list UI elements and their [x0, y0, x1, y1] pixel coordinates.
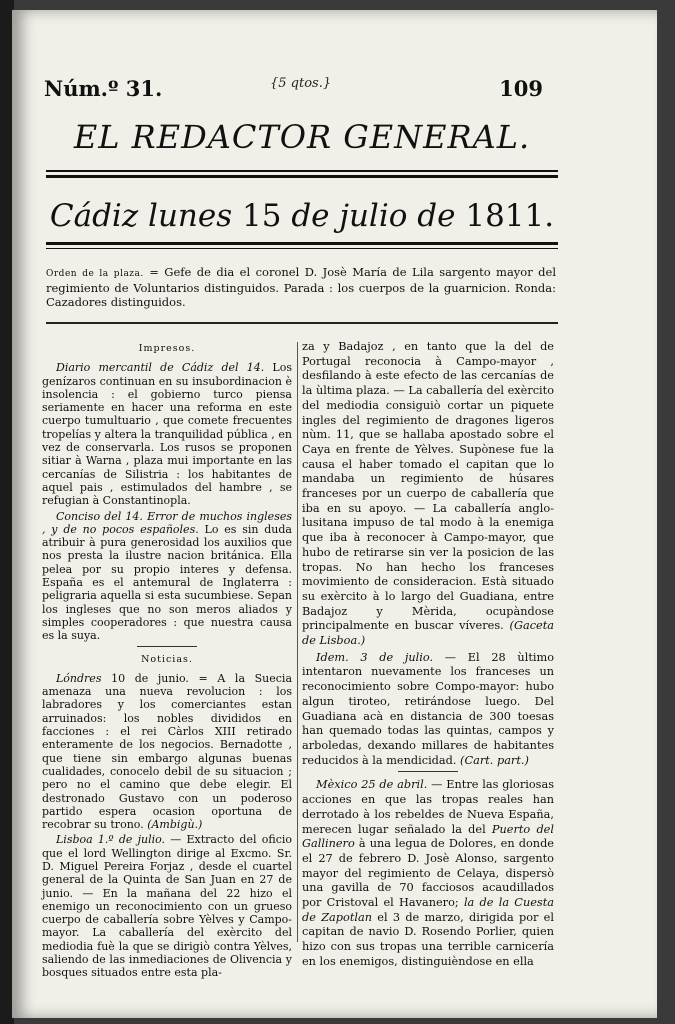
londres-date: 10 de junio. [101, 671, 189, 685]
londres-source: (Ambigù.) [143, 818, 203, 832]
title-rule-thick [46, 175, 558, 178]
dateline-month: de julio de [291, 198, 456, 234]
issue-number: Núm.º 31. [44, 76, 163, 101]
diario-text: Los genízaros continuan en su insubordinacion è insolencia : el gobierno turco piensa seriamente en hacer una reforma en este cuerpo tumultuario , que comete frecuentes tropelías y altera la tranquilidad pública , en vez de conservarla. Los rusos se proponen sitiar à Warna , plaza mui importante en las cercanías de Silistria : los habitantes de aquel pais , estimulados del hambre , se refugian à Constantinopla. [42, 361, 292, 508]
mexico-text-3: el 3 de marzo, dirigida por el capitan de navio D. Rosendo Porlier, quien hizo con sus tropas una terrible carnicería en los enemigos, distinguièndose en ella [302, 910, 554, 968]
mexico-place-2: Puerto del Gallinero [302, 822, 554, 851]
impresos-heading: Impresos. [138, 343, 196, 354]
orden-text: = Gefe de dia el coronel D. Josè María de Lila sargento mayor del regimiento de Voluntarios distinguidos. Parada : los cuerpos de la guarnicion. Ronda: Cazadores distinguidos. [46, 265, 557, 309]
section-rule [46, 322, 558, 324]
idem-text: — El 28 ùltimo intentaron nuevamente los franceses un reconocimiento sobre Compo-mayor: hubo algun tiroteo, retirándose luego. Del Guadiana acà en distancia de 300 toesas han quemado todas las quintas, campos y arboledas, dexando millares de habitantes reducidos à la mendicidad. [302, 650, 554, 767]
dateline-place-day: Cádiz lunes [49, 198, 233, 234]
right-column [302, 340, 554, 972]
orden-de-la-plaza [46, 265, 556, 309]
mexico-place-3: la de la Cuesta de Zapotlan [302, 896, 554, 924]
diario-source: Diario mercantil de Cádiz del 14. [56, 361, 265, 375]
newspaper-page [12, 10, 657, 1018]
dateline-year: 1811. [465, 198, 555, 234]
page-number: 109 [499, 76, 543, 101]
conciso-text: Lo es sin duda atribuir à pura generosidad los auxilios que nos presta la ilustre nacion británica. Ella pelea por su propio interes y defensa. España es el antemural de Inglaterra : peligraria aquella si esta sucumbiese. Sepan los ingleses que no son meros aliados y simples cooperadores : que nuestra causa es la suya. [42, 522, 292, 643]
lisboa-continued-text: za y Badajoz , en tanto que la del de Portugal reconocia à Campo-mayor , desfilando à este efecto de las cercanías de la ùltima plaza. — La caballería del exèrcito del mediodia consiguiò cortar un piquete ingles del regimiento de dragones ligeros nùm. 11, que se hallaba apostado sobre el Caya en frente de Yèlves. Supònese fue la causa el haber tomado el capitan que lo mandaba un regimiento de húsares franceses por un cuerpo de caballería que iba en su apoyo. — La caballería anglo-lusitana impuso de tal modo à la enemiga que iba à reconocer à Campo-mayor, que hubo de retirarse sin ver la posicion de las tropas. No han hecho los franceses movimiento de consideracion. Està situado su exèrcito à lo largo del Guadiana, entre Badajoz y Mèrida, ocupàndose principalmente en buscar víveres. [302, 340, 555, 633]
dateline [48, 198, 556, 234]
issue-price: {5 qtos.} [270, 76, 332, 91]
conciso-source: Conciso del 14. Error de muchos ingleses , y de no pocos españoles. [42, 509, 292, 536]
londres-place: Lóndres [56, 671, 102, 685]
idem-place: Idem. 3 de julio. [316, 650, 434, 664]
idem-source: (Cart. part.) [456, 753, 529, 767]
title-rule-thin [46, 170, 558, 172]
orden-label: Orden de la plaza. [46, 269, 144, 279]
column-separator [297, 342, 298, 942]
newspaper-title: EL REDACTOR GENERAL. [73, 118, 531, 156]
lisboa-paragraph [42, 833, 292, 979]
dateline-day: 15 [242, 198, 282, 234]
dateline-rule-thin [46, 248, 558, 249]
mexico-paragraph [302, 778, 554, 969]
mexico-text-2: à una legua de Dolores, en donde el 27 de febrero D. Josè Alonso, sargento mayor del regimiento de Celaya, dispersò una gavilla de 70 facciosos acaudillados por Cristoval el Havanero; [302, 837, 554, 910]
londres-paragraph [42, 672, 292, 832]
divider [137, 646, 197, 647]
lisboa-place: Lisboa 1.º de julio. [56, 833, 166, 847]
lisboa-continued-paragraph [302, 340, 554, 649]
lisboa-source: (Gaceta de Lisboa.) [302, 619, 554, 648]
lisboa-text: — Extracto del oficio que el lord Wellington dirige al Excmo. Sr. D. Miguel Pereira Forjaz , desde el cuartel general de la Quinta de San Juan en 27 de junio. — En la mañana del 22 hizo el enemigo un reconocimiento con un grueso cuerpo de caballería sobre Yèlves y Campo-mayor. La caballería del exèrcito del mediodia fuè la que se dirigiò contra Yèlves, saliendo de las inmediaciones de Olivencia y bosques situados entre esta pla- [42, 833, 292, 980]
noticias-heading: Noticias. [141, 653, 193, 665]
londres-text: = A la Suecia amenaza una nueva revolucion : los labradores y los comerciantes estan arruinados: los nobles divididos en facciones : el rei Càrlos XIII retirado enteramente de los negocios. Bernadotte , que tiene sin embargo algunas buenas cualidades, conocelo debil de su situacion ; pero no el camino que debe elegir. El destronado Gustavo con un poderoso partido espera ocasion oportuna de recobrar su trono. [42, 671, 292, 832]
dateline-rule-thick [46, 242, 558, 245]
mexico-text-1: — Entre las gloriosas acciones en que las tropas reales han derrotado à los rebeldes de Nueva España, merecen lugar señalado la del [302, 778, 554, 836]
impresos-conciso-paragraph [42, 510, 292, 643]
divider [398, 771, 458, 772]
idem-paragraph [302, 651, 554, 769]
mexico-place: Mèxico 25 de abril. [316, 778, 428, 792]
left-column [42, 340, 292, 982]
impresos-diario-paragraph [42, 361, 292, 507]
